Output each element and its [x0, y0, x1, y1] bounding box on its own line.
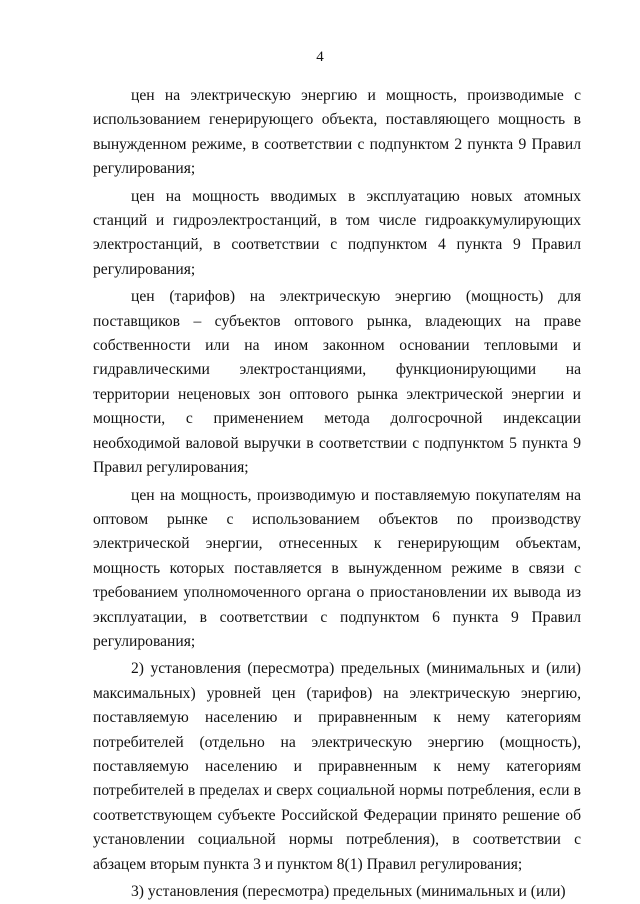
paragraph-item-2: 2) установления (пересмотра) предельных (минимальных и (или) максимальных) уровней цен (тарифов) на электрическую энергию, поставляемую населению и приравненным к нему категориям потребителей (отдельно на электрическую энергию (мощность), поставляемую населению и приравненным к нему категориям потребителей в пределах и сверх социальной нормы потребления, если в соответствующем субъекте Российской Федерации принято решение об установлении социальной нормы потребления), в соответствии с абзацем вторым пункта 3 и пунктом 8(1) Правил регулирования; [93, 660, 581, 873]
paragraph-nuclear-hydro-capacity: цен на мощность вводимых в эксплуатацию новых атомных станций и гидроэлектростанций, в том числе гидроаккумулирующих электростанций, в соответствии с подпунктом 4 пункта 9 Правил регулирования; [93, 187, 581, 278]
page-number: 4 [316, 49, 324, 65]
paragraph-price-forced-regime: цен на электрическую энергию и мощность, производимые с использованием генерирующего объекта, поставляющего мощность в вынужденном режиме, в соответствии с подпунктом 2 пункта 9 Правил регулирования; [93, 87, 581, 178]
paragraph-capacity-withdrawal: цен на мощность, производимую и поставляемую покупателям на оптовом рынке с использованием объектов по производству электрической энергии, отнесенных к генерирующим объектам, мощность которых поставляется в вынужденном режиме в связи с требованием уполномоченного органа о приостановлении их вывода из эксплуатации, в соответствии с подпунктом 6 пункта 9 Правил регулирования; [93, 486, 581, 650]
paragraph-non-price-zones: цен (тарифов) на электрическую энергию (мощность) для поставщиков – субъектов оптового рынка, владеющих на праве собственности или на ином законном основании тепловыми и гидравлическими электростанциями, функционирующими на территории неценовых зон оптового рынка электрической энергии и мощности, с применением метода долгосрочной индексации необходимой валовой выручки в соответствии с подпунктом 5 пункта 9 Правил регулирования; [93, 288, 581, 477]
document-body [93, 84, 581, 904]
paragraph-item-3: 3) установления (пересмотра) предельных (минимальных и (или) [131, 883, 566, 900]
